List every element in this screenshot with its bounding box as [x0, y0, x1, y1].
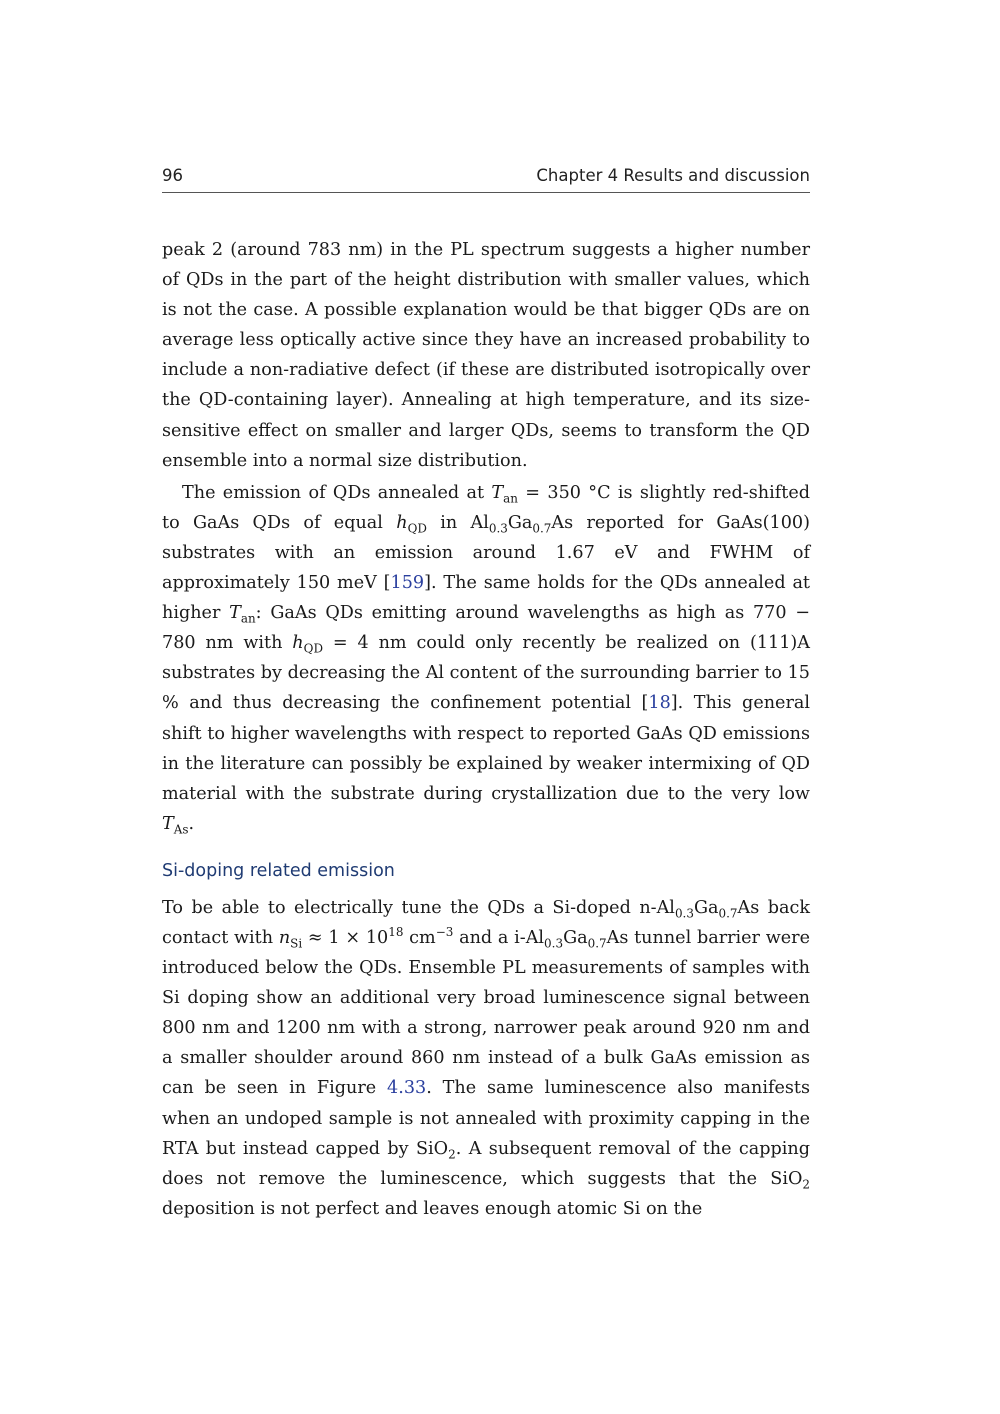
chapter-title: Chapter 4 Results and discussion: [536, 166, 810, 185]
running-header: [162, 166, 810, 193]
page: [162, 0, 810, 1414]
citation-link-159[interactable]: 159: [390, 573, 425, 594]
paragraph-2: The emission of QDs annealed at $T_{an} = 350$ °C is slightly red-shifted to GaAs QDs of equal $h_{QD}$ in $Al_{0.3}Ga_{0.7}As$ reported for GaAs(100) substrates with an emission around 1.67 eV and FWHM of approximately 150 meV [159]. The same holds for the QDs annealed at higher $T_{an}$: GaAs QDs emitting around wavelengths as high as 770 − 780 nm with $h_{QD} = 4$ nm could only recently be realized on (111)A substrates by decreasing the Al content of the surrounding barrier to 15 % and thus decreasing the confinement potential [18]. This general shift to higher wavelengths with respect to reported GaAs QD emissions in the literature can possibly be explained by weaker intermixing of QD material with the substrate during crystallization due to the very low $T_{As}$.: [162, 482, 811, 837]
paragraph-3: To be able to electrically tune the QDs a Si-doped $n-Al_{0.3}Ga_{0.7}As$ back contact with $n_{Si} \approx 1 \times 10^{18}$ $cm^{-3}$ and a $i-Al_{0.3}Ga_{0.7}As$ tunnel barrier were introduced below the QDs. Ensemble PL measurements of samples with Si doping show an additional very broad luminescence signal between 800 nm and 1200 nm with a strong, narrower peak around 920 nm and a smaller shoulder around 860 nm instead of a bulk GaAs emission as can be seen in Figure 4.33. The same luminescence also manifests when an undoped sample is not annealed with proximity capping in the RTA but instead capped by SiO$_2$. A subsequent removal of the capping does not remove the luminescence, which suggests that the SiO$_2$ deposition is not perfect and leaves enough atomic Si on the: [162, 897, 811, 1219]
citation-link-18[interactable]: 18: [648, 693, 671, 714]
figure-link-4-33[interactable]: 4.33: [387, 1078, 427, 1099]
paragraph-1: peak 2 (around 783 nm) in the PL spectrum suggests a higher number of QDs in the part of the height distribution with smaller values, which is not the case. A possible explanation would be that bigger QDs are on average less optically active since they have an increased probability to include a non-radiative defect (if these are distributed isotropically over the QD-containing layer). Annealing at high temperature, and its size-sensitive effect on smaller and larger QDs, seems to transform the QD ensemble into a normal size distribution.: [162, 240, 810, 471]
section-heading: Si-doping related emission: [162, 860, 395, 881]
body-text: [162, 235, 810, 1224]
page-number: 96: [162, 166, 183, 185]
